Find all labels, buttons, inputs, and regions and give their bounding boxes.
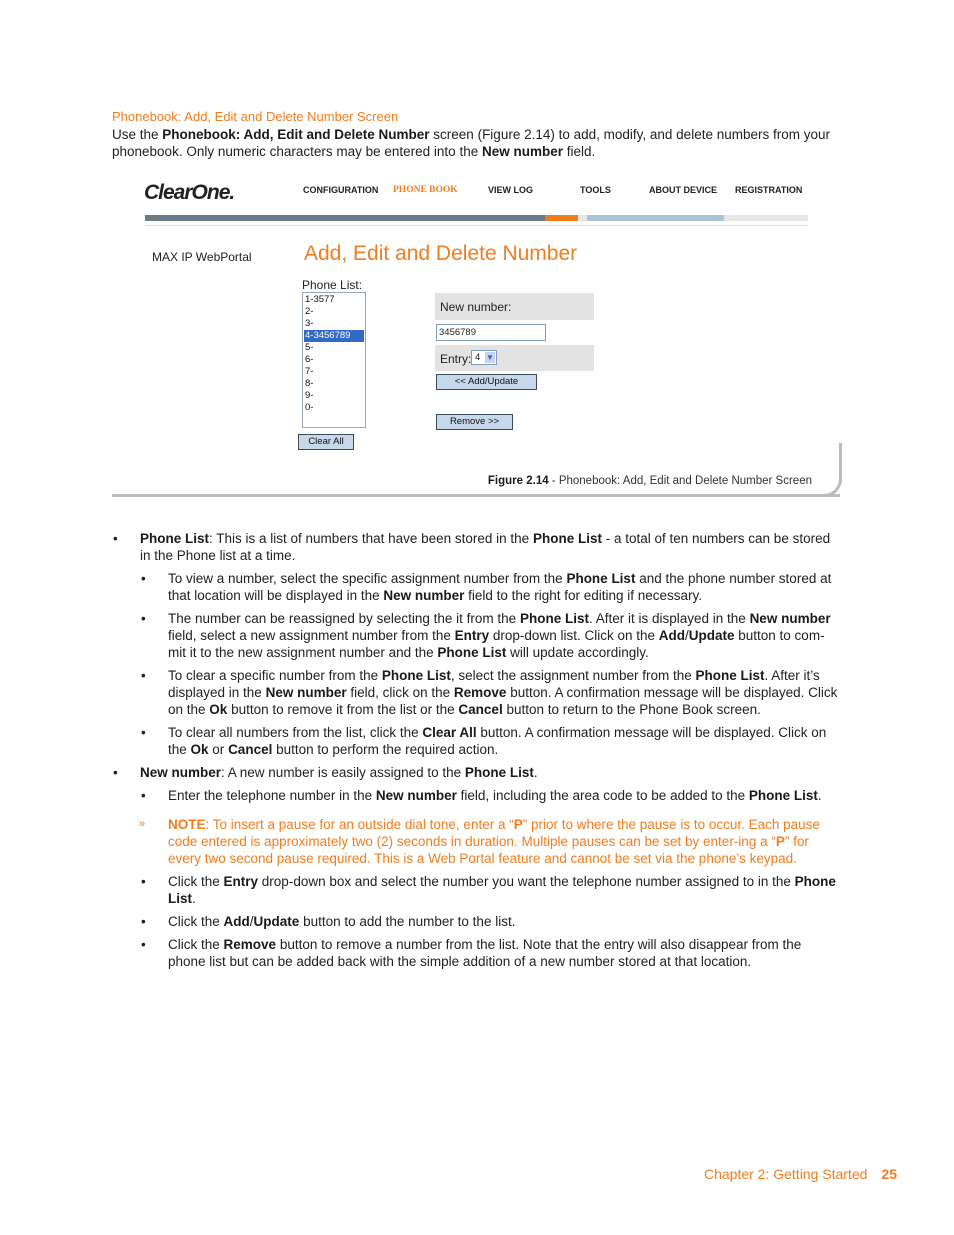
figure-frame-bottom: [112, 494, 840, 497]
nav-registration[interactable]: REGISTRATION: [735, 185, 803, 195]
entry-panel: [435, 345, 594, 371]
phone-list-box[interactable]: [302, 292, 366, 428]
nav-divider: [145, 225, 808, 226]
list-item: • To clear all numbers from the list, click the Clear All button. A confirmation message will be displayed. Click on the Ok or Cancel button to perform the required action.: [141, 725, 827, 757]
list-item: • To view a number, select the specific assignment number from the Phone List and the phone number stored at that location will be displayed in the New number field to the right for editing if necessary.: [141, 571, 832, 603]
figure-caption: Figure 2.14 - Phonebook: Add, Edit and Delete Number Screen: [487, 475, 812, 487]
nav-configuration[interactable]: CONFIGURATION: [303, 185, 379, 195]
bullet-icon: •: [113, 765, 118, 780]
bullet-icon: •: [141, 914, 146, 929]
nav-bar-active-segment: [545, 215, 578, 221]
nav-phone-book[interactable]: PHONE BOOK: [393, 185, 458, 195]
section-title: Phonebook: Add, Edit and Delete Number Screen: [112, 109, 399, 124]
intro-paragraph: Use the Phonebook: Add, Edit and Delete Number screen (Figure 2.14) to add, modify, and delete numbers from your phonebook. Only numeric characters may be entered into the New number field.: [112, 127, 830, 159]
add-update-button[interactable]: << Add/Update: [436, 374, 537, 390]
nav-about-device[interactable]: ABOUT DEVICE: [649, 185, 718, 195]
bullet-icon: •: [141, 611, 146, 626]
figure-frame-right: [839, 443, 842, 481]
bullet-icon: •: [141, 725, 146, 740]
phone-list-option[interactable]: 5-: [305, 342, 314, 353]
portal-label: MAX IP WebPortal: [152, 250, 252, 264]
nav-view-log[interactable]: VIEW LOG: [488, 185, 533, 195]
phone-list-option[interactable]: 6-: [305, 354, 314, 365]
list-item: • Click the Remove button to remove a number from the list. Note that the entry will also disappear from the phone list but can be added back with the simple addition of a new number stored at that location.: [141, 937, 802, 969]
entry-select[interactable]: [471, 350, 497, 365]
phone-list-option[interactable]: 0-: [305, 402, 314, 413]
phone-list-option[interactable]: 2-: [305, 306, 314, 317]
nav-tools[interactable]: TOOLS: [580, 185, 611, 195]
page-number: 25: [881, 1166, 897, 1182]
chevron-down-icon[interactable]: ▼: [486, 353, 494, 362]
list-item: • To clear a specific number from the Phone List, select the assignment number from the Phone List. After it’s displayed in the New number field, click on the Remove button. A confirmation message will be displayed. Click on the Ok button to remove it from the list or the Cancel button to return to the Phone Book screen.: [141, 668, 838, 717]
bullet-icon: •: [141, 874, 146, 889]
figure: [112, 170, 842, 498]
new-number-label: New number:: [440, 300, 512, 314]
note-chevron-icon: »: [139, 818, 146, 830]
phone-list-option[interactable]: 7-: [305, 366, 314, 377]
nav-color-bar: [145, 215, 808, 221]
nav-bar-segment: [145, 215, 545, 221]
phone-list-label: Phone List:: [302, 278, 363, 292]
figure-heading: Add, Edit and Delete Number: [304, 242, 578, 265]
bullet-icon: •: [141, 571, 146, 586]
bullet-icon: •: [141, 668, 146, 683]
remove-button[interactable]: Remove >>: [436, 414, 513, 430]
new-number-panel: [435, 293, 594, 320]
phone-list-option[interactable]: 1-3577: [305, 294, 335, 305]
content: [112, 530, 842, 976]
page-footer: [704, 1166, 897, 1182]
phone-list-option-selected[interactable]: 4-3456789: [304, 330, 364, 342]
clearone-logo: ClearOne.: [144, 181, 235, 204]
list-item-phone-list: • Phone List: This is a list of numbers that have been stored in the Phone List - a total of ten numbers can be stored in the Phone list at a time.: [113, 531, 831, 563]
new-number-input[interactable]: 3456789: [436, 324, 546, 341]
list-item-new-number: • New number: A new number is easily assigned to the Phone List.: [113, 765, 538, 780]
phone-list-option[interactable]: 3-: [305, 318, 314, 329]
nav-bar-segment: [587, 215, 724, 221]
entry-select-value: 4: [475, 352, 481, 363]
note: » NOTE: To insert a pause for an outside dial tone, enter a “P” prior to where the pause is to occur. Each pause code entered is approximately two (2) seconds in duration. Multiple pauses can be set by enter-ing a “P” for every two second pause required. This is a Web Portal feature and cannot be set via the phone’s keypad.: [139, 817, 820, 866]
clear-all-button[interactable]: Clear All: [298, 434, 354, 450]
bullet-icon: •: [141, 937, 146, 952]
bullet-icon: •: [141, 788, 146, 803]
list-item: • Click the Add/Update button to add the number to the list.: [141, 914, 516, 929]
phone-list-option[interactable]: 9-: [305, 390, 314, 401]
list-item: • Enter the telephone number in the New number field, including the area code to be added to the Phone List.: [141, 788, 822, 803]
list-item: • The number can be reassigned by selecting the it from the Phone List. After it is displayed in the New number field, select a new assignment number from the Entry drop-down list. Click on the Add/Update button to com-mit it to the new assignment number and the Phone List will update accordingly.: [141, 611, 831, 660]
phone-list-option[interactable]: 8-: [305, 378, 314, 389]
list-item: • Click the Entry drop-down box and select the number you want the telephone number assigned to in the Phone List.: [141, 874, 836, 906]
bullet-icon: •: [113, 531, 118, 546]
chapter-label: Chapter 2: Getting Started: [703, 1166, 868, 1182]
entry-label: Entry:: [440, 352, 472, 366]
